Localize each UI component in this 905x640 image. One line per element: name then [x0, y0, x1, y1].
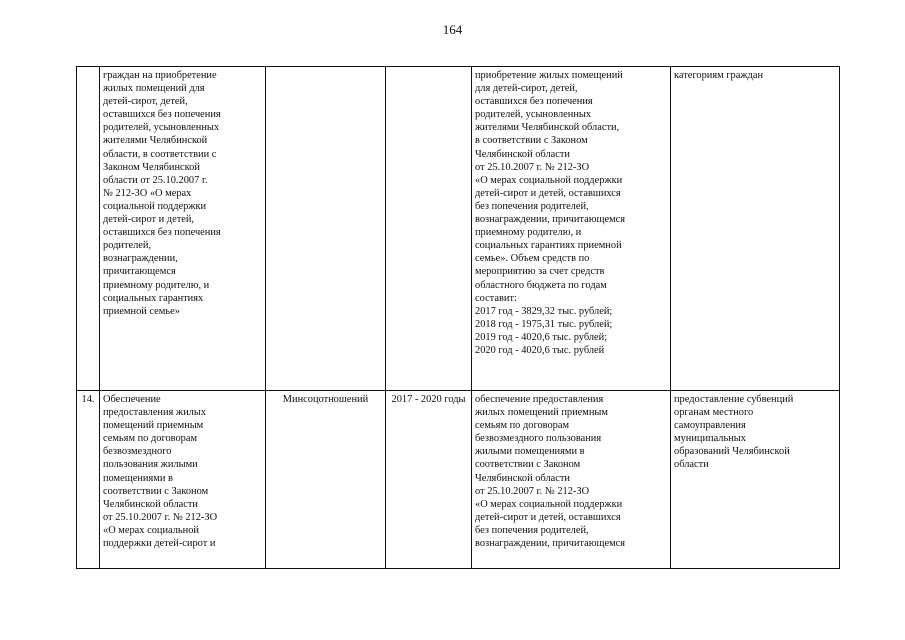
text-line: семье». Объем средств по [475, 253, 590, 265]
text-line: самоуправления [674, 420, 746, 432]
text-line: Обеспечение [103, 394, 161, 405]
text-line: вознаграждении, причитающемся [475, 538, 626, 550]
text-line: для детей-сирот, детей, [475, 83, 578, 95]
note-cell [671, 67, 840, 391]
activity-cell [100, 67, 266, 391]
text-line: «О мерах социальной поддержки [475, 498, 623, 510]
text-line: Челябинской области [475, 472, 570, 484]
text-line: вознаграждении, причитающемся [475, 214, 626, 226]
text-line: детей-сирот и детей, [103, 214, 195, 226]
text-line: детей-сирот, детей, [103, 96, 188, 108]
text-line: органам местного [674, 407, 754, 419]
row-number-cell: 14. [77, 391, 100, 569]
text-line: образований Челябинской [674, 446, 790, 458]
text-line: приемной семье» [103, 305, 180, 317]
text-line: обеспечение предоставления [475, 394, 604, 405]
text-line: от 25.10.2007 г. № 212-ЗО [475, 161, 590, 173]
text-line: жилыми помещениями в [475, 446, 585, 458]
text-line: приемному родителю, и [103, 279, 210, 291]
text-line: Челябинской области [103, 498, 198, 510]
text-line: областного бюджета по годам [475, 279, 607, 291]
text-line: предоставления жилых [103, 407, 207, 419]
text-line: 2019 год - 4020,6 тыс. рублей; [475, 331, 608, 343]
page-number: 164 [442, 22, 463, 37]
text-line: семьям по договорам [475, 420, 570, 432]
text-line: помещениями в [103, 472, 173, 484]
text-line: пользования жилыми [103, 459, 198, 471]
text-line: «О мерах социальной [103, 524, 199, 536]
table-row [77, 67, 840, 391]
text-line: детей-сирот и детей, оставшихся [475, 187, 621, 199]
table-row [77, 391, 840, 569]
text-line: муниципальных [674, 433, 746, 445]
text-line: социальных гарантиях приемной [475, 240, 622, 252]
text-line: жилых помещений приемным [475, 407, 608, 419]
result-cell [472, 391, 671, 569]
text-line: области [674, 459, 709, 471]
text-line: от 25.10.2007 г. № 212-ЗО [103, 511, 218, 523]
text-line: категориям граждан [674, 70, 763, 81]
period-cell: 2017 - 2020 годы [386, 391, 472, 569]
text-line: без попечения родителей, [475, 524, 589, 536]
text-line: оставшихся без попечения [103, 227, 221, 239]
text-line: детей-сирот и детей, оставшихся [475, 511, 621, 523]
text-line: семьям по договорам [103, 433, 198, 445]
text-line: вознаграждении, [103, 253, 178, 265]
text-line: жителями Челябинской области, [475, 122, 620, 134]
text-line: жилых помещений для [103, 83, 205, 95]
text-line: социальной поддержки [103, 200, 207, 212]
text-line: 2018 год - 1975,31 тыс. рублей; [475, 318, 613, 330]
text-line: приемному родителю, и [475, 227, 582, 239]
text-line: родителей, усыновленных [103, 122, 220, 134]
text-line: составит: [475, 292, 517, 304]
note-cell [671, 391, 840, 569]
text-line: в соответствии с Законом [475, 135, 588, 147]
text-line: безвозмездного пользования [475, 433, 602, 445]
text-line: мероприятию за счет средств [475, 266, 605, 278]
text-line: родителей, [103, 240, 152, 252]
text-line: «О мерах социальной поддержки [475, 174, 623, 186]
text-line: оставшихся без попечения [475, 96, 593, 108]
text-line: без попечения родителей, [475, 200, 589, 212]
text-line: области, в соответствии с [103, 148, 217, 160]
text-line: 2020 год - 4020,6 тыс. рублей [475, 344, 605, 356]
text-line: безвозмездного [103, 446, 172, 458]
text-line: граждан на приобретение [103, 70, 217, 81]
text-line: причитающемся [103, 266, 176, 278]
text-line: от 25.10.2007 г. № 212-ЗО [475, 485, 590, 497]
text-line: помещений приемным [103, 420, 204, 432]
text-line: поддержки детей-сирот и [103, 538, 216, 550]
text-line: соответствии с Законом [475, 459, 581, 471]
executor-cell: Минсоцотношений [266, 391, 386, 569]
activity-cell [100, 391, 266, 569]
row-number-cell [77, 67, 100, 391]
text-line: № 212-ЗО «О мерах [103, 187, 192, 199]
text-line: предоставление субвенций [674, 394, 794, 405]
text-line: соответствии с Законом [103, 485, 209, 497]
text-line: области от 25.10.2007 г. [103, 174, 208, 186]
result-cell [472, 67, 671, 391]
period-cell [386, 67, 472, 391]
text-line: социальных гарантиях [103, 292, 204, 304]
text-line: Челябинской области [475, 148, 570, 160]
text-line: родителей, усыновленных [475, 109, 592, 121]
executor-cell [266, 67, 386, 391]
text-line: приобретение жилых помещений [475, 70, 623, 81]
text-line: Законом Челябинской [103, 161, 200, 173]
text-line: оставшихся без попечения [103, 109, 221, 121]
text-line: жителями Челябинской [103, 135, 208, 147]
program-activities-table [76, 66, 840, 569]
text-line: 2017 год - 3829,32 тыс. рублей; [475, 305, 613, 317]
